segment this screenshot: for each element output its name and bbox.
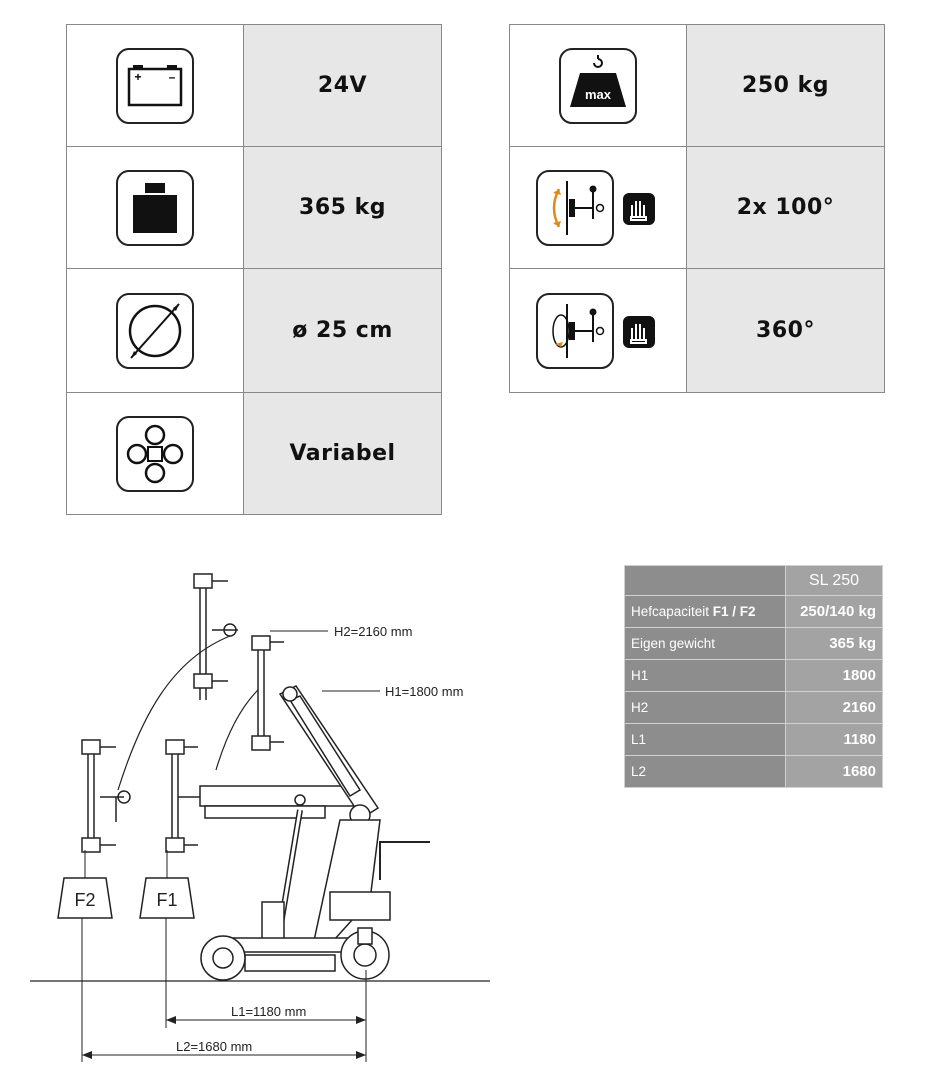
sl-row-label: Eigen gewicht (625, 628, 786, 660)
sl-row-label: L1 (625, 724, 786, 756)
right-spec-table (509, 24, 885, 393)
sl-row-value: 1800 (786, 660, 883, 692)
max-load-icon-cell (510, 25, 687, 147)
table-row (625, 724, 883, 756)
spec-row-suction (67, 393, 442, 515)
sl-row-label: H2 (625, 692, 786, 724)
spec-row-voltage (67, 25, 442, 147)
suction-icon-cell (67, 393, 244, 515)
lifter-technical-drawing (0, 560, 520, 1065)
diameter-icon (115, 292, 195, 370)
spec-row-weight (67, 147, 442, 269)
suction-value: Variabel (244, 393, 442, 515)
diameter-icon-cell (67, 269, 244, 393)
tilt-value: 2x 100° (687, 147, 885, 269)
svg-text:max: max (584, 86, 612, 102)
left-spec-table (66, 24, 442, 515)
f1-label: F1 (156, 890, 178, 910)
sl-row-value: 1680 (786, 756, 883, 788)
weight-value: 365 kg (244, 147, 442, 269)
table-row (625, 660, 883, 692)
h1-dimension-label: H1=1800 mm (385, 684, 464, 699)
sl-row-value: 2160 (786, 692, 883, 724)
sl-row-value: 365 kg (786, 628, 883, 660)
weight-icon-cell (67, 147, 244, 269)
sl-row-value: 1180 (786, 724, 883, 756)
l1-dimension-label: L1=1180 mm (231, 1004, 307, 1019)
h2-dimension-label: H2=2160 mm (334, 624, 413, 639)
table-row (625, 628, 883, 660)
battery-icon (115, 47, 195, 125)
max-load-value: 250 kg (687, 25, 885, 147)
spec-row-tilt (510, 147, 885, 269)
table-row (625, 596, 883, 628)
upper-position-frame (194, 574, 238, 700)
max-load-icon (558, 47, 638, 125)
diameter-value: ø 25 cm (244, 269, 442, 393)
suction-cups-icon (115, 415, 195, 493)
weight-icon (115, 169, 195, 247)
sl-header-corner (625, 566, 786, 596)
f1-position-frame (166, 740, 204, 852)
voltage-value: 24V (244, 25, 442, 147)
sl-header-row (625, 566, 883, 596)
svg-text:+: + (134, 69, 142, 84)
svg-text:–: – (168, 69, 176, 84)
table-row (625, 692, 883, 724)
rotate-icon-cell (510, 269, 687, 393)
table-row (625, 756, 883, 788)
f2-position-frame (82, 740, 130, 852)
spec-row-rotate (510, 269, 885, 393)
sl-header-model: SL 250 (786, 566, 883, 596)
rotate-value: 360° (687, 269, 885, 393)
sl-row-label: H1 (625, 660, 786, 692)
sl-row-value: 250/140 kg (786, 596, 883, 628)
sl-row-label: Hefcapaciteit F1 / F2 (625, 596, 786, 628)
h1-position-frame (252, 636, 284, 750)
rotate-icon (535, 292, 661, 370)
tilt-icon (535, 169, 661, 247)
sl-spec-table (624, 565, 883, 788)
tilt-icon-cell (510, 147, 687, 269)
sl-row-label: L2 (625, 756, 786, 788)
l2-dimension-label: L2=1680 mm (176, 1039, 253, 1054)
lifter-machine (200, 686, 430, 980)
f2-label: F2 (74, 890, 96, 910)
battery-icon-cell (67, 25, 244, 147)
spec-row-max-load (510, 25, 885, 147)
spec-row-diameter (67, 269, 442, 393)
